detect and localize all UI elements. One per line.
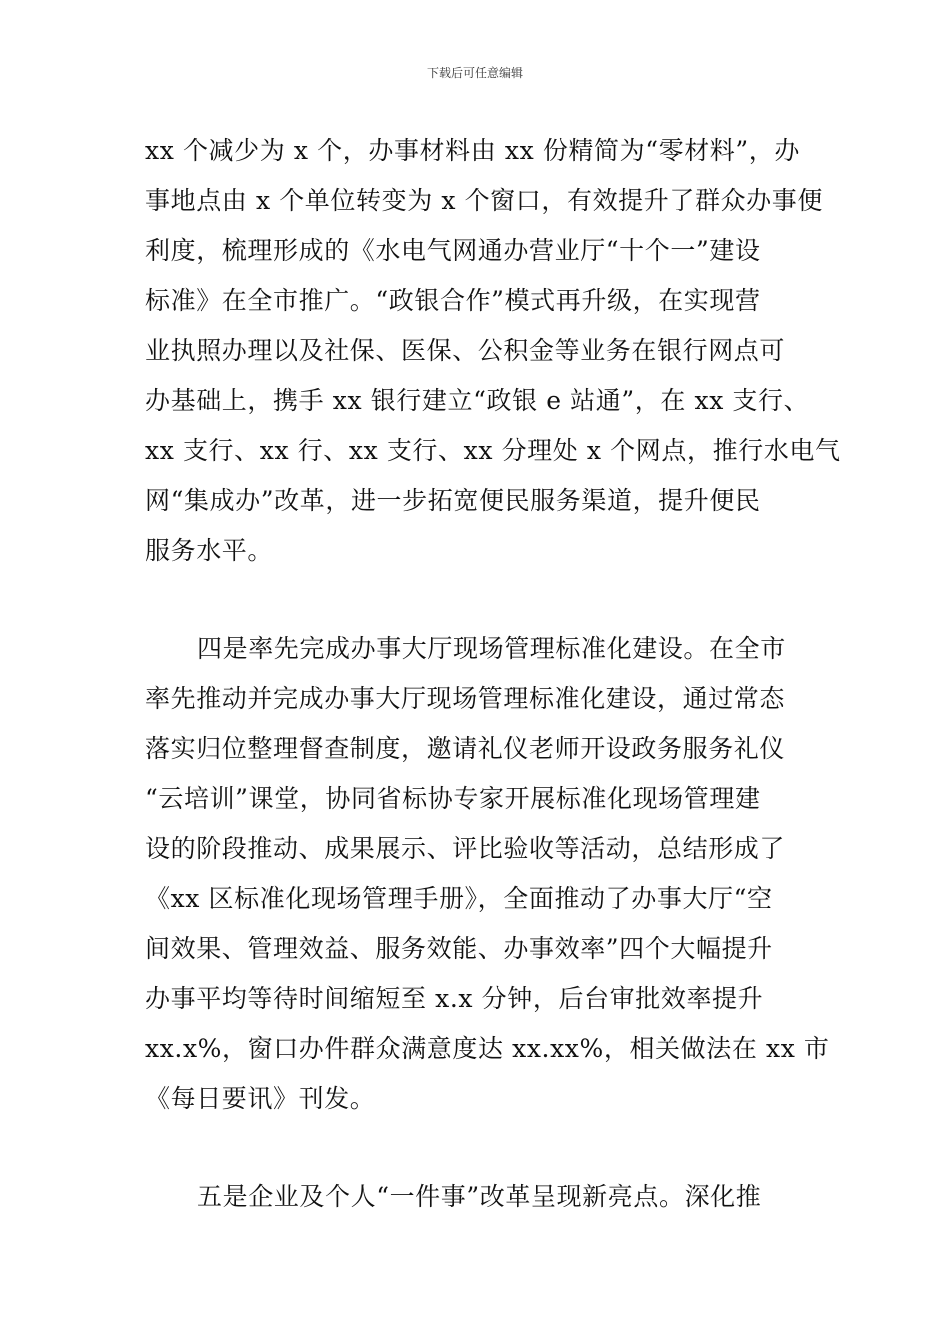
text-line: 服务水平。 <box>145 536 274 565</box>
text-line: xx 支行、xx 行、xx 支行、xx 分理处 x 个网点，推行水电气 <box>145 436 841 465</box>
text-line: 业执照办理以及社保、医保、公积金等业务在银行网点可 <box>145 336 786 365</box>
text-line: 办事平均等待时间缩短至 x.x 分钟，后台审批效率提升 <box>145 984 764 1013</box>
text-line: 五是企业及个人“一件事”改革呈现新亮点。深化推 <box>197 1182 762 1211</box>
text-line: 《xx 区标准化现场管理手册》，全面推动了办事大厅“空 <box>145 884 773 913</box>
text-line: 率先推动并完成办事大厅现场管理标准化建设，通过常态 <box>145 684 786 713</box>
paragraph-1 <box>145 126 841 576</box>
text-line: xx.x%，窗口办件群众满意度达 xx.xx%，相关做法在 xx 市 <box>145 1034 830 1063</box>
text-line: xx 个减少为 x 个，办事材料由 xx 份精简为“零材料”，办 <box>145 136 800 165</box>
text-line: 设的阶段推动、成果展示、评比验收等活动，总结形成了 <box>145 834 786 863</box>
text-line: 标准》在全市推广。“政银合作”模式再升级，在实现营 <box>145 286 761 315</box>
text-line: 四是率先完成办事大厅现场管理标准化建设。在全市 <box>197 634 786 663</box>
text-line: 《每日要讯》刊发。 <box>145 1084 376 1113</box>
text-line: 利度，梳理形成的《水电气网通办营业厅“十个一”建设 <box>145 236 761 265</box>
text-line: 落实归位整理督查制度，邀请礼仪老师开设政务服务礼仪 <box>145 734 786 763</box>
text-line: 网“集成办”改革，进一步拓宽便民服务渠道，提升便民 <box>145 486 761 515</box>
text-line: 事地点由 x 个单位转变为 x 个窗口，有效提升了群众办事便 <box>145 186 823 215</box>
page-header: 下载后可任意编辑 <box>426 66 523 80</box>
text-line: 办基础上，携手 xx 银行建立“政银 e 站通”，在 xx 支行、 <box>145 386 810 415</box>
paragraph-3 <box>145 1172 815 1222</box>
paragraph-2 <box>145 624 830 1124</box>
text-line: 间效果、管理效益、服务效能、办事效率”四个大幅提升 <box>145 934 773 963</box>
text-line: “云培训”课堂，协同省标协专家开展标准化现场管理建 <box>145 784 761 813</box>
